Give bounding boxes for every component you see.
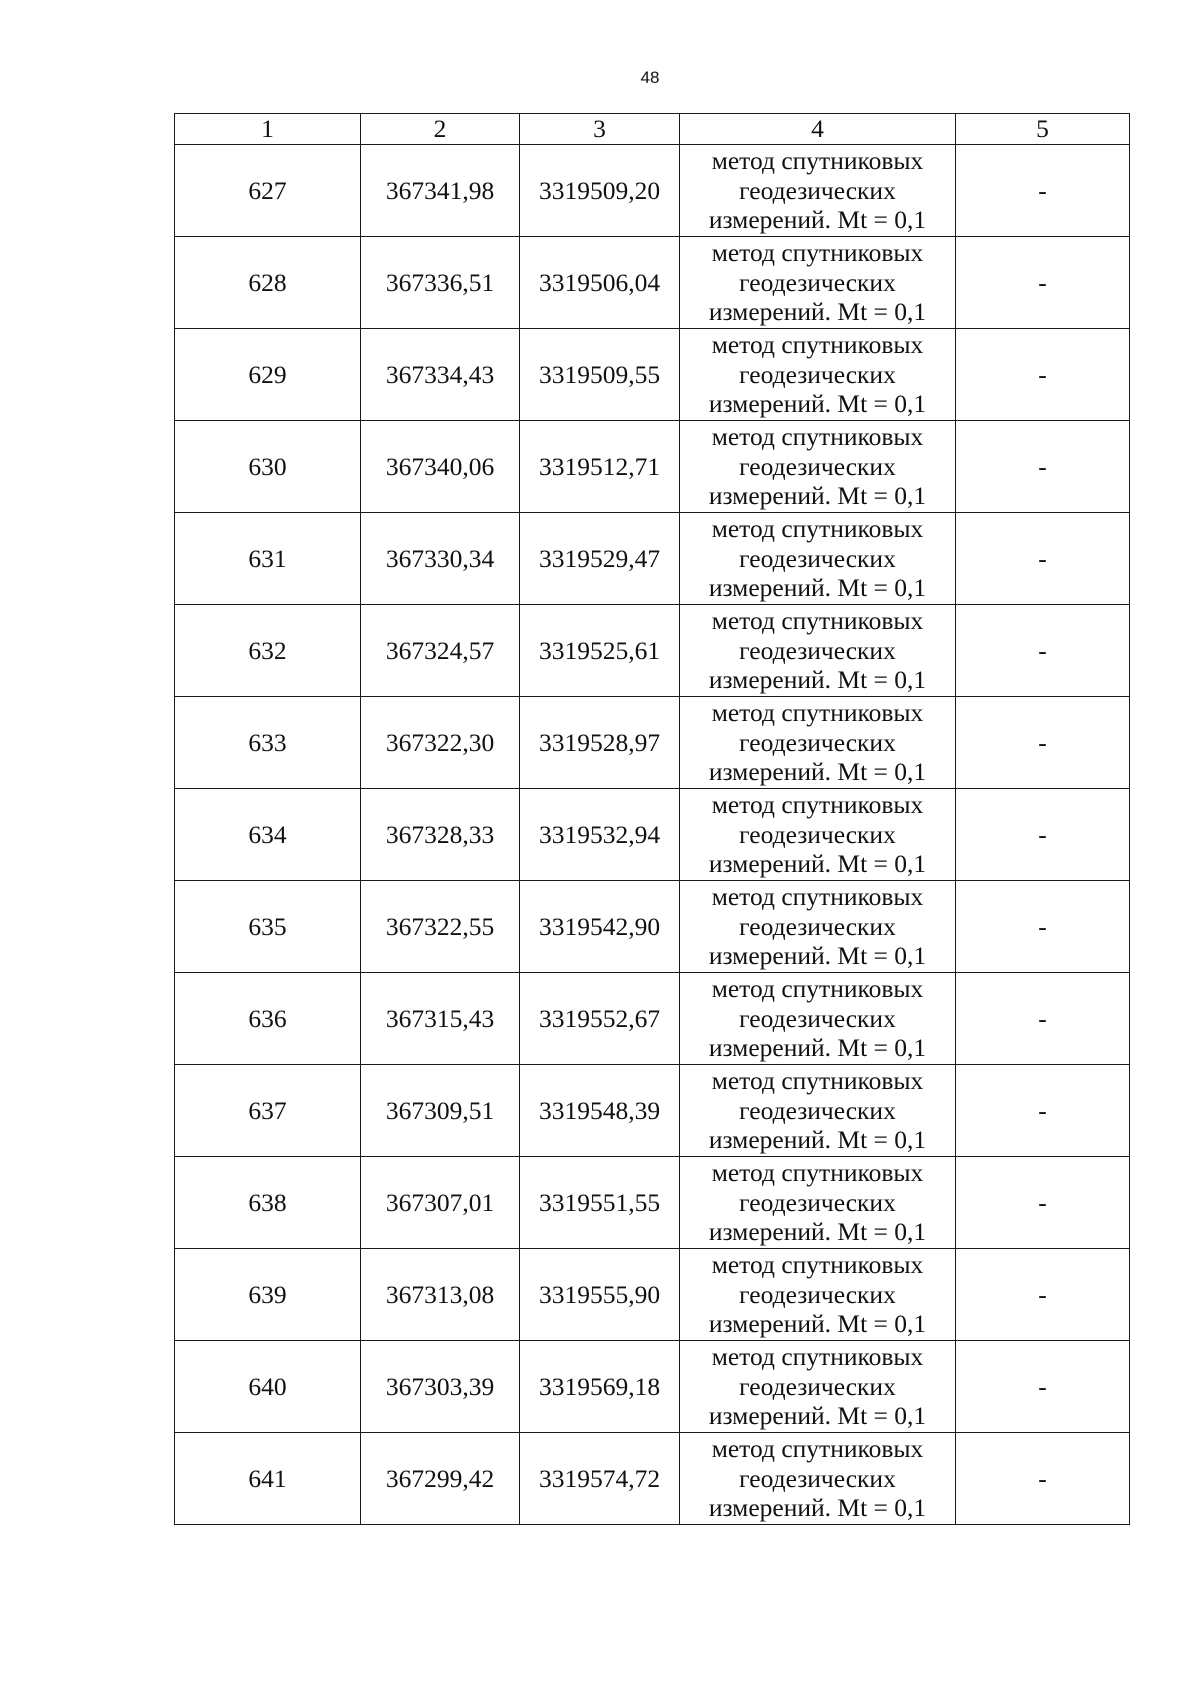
coordinate-x: 367303,39 — [361, 1341, 520, 1433]
coordinate-y: 3319509,55 — [520, 329, 680, 421]
method-line: геодезических — [739, 1095, 896, 1125]
method-line: метод спутниковых — [711, 146, 924, 176]
table-row — [175, 329, 1130, 421]
table-row — [175, 697, 1130, 789]
note-cell: - — [956, 421, 1130, 513]
note-cell: - — [956, 1157, 1130, 1249]
header-cell-2: 2 — [361, 114, 520, 145]
method-line: геодезических — [739, 175, 896, 205]
method-cell — [680, 421, 956, 513]
point-number: 636 — [175, 973, 361, 1065]
method-line: геодезических — [739, 1279, 896, 1309]
point-number: 639 — [175, 1249, 361, 1341]
method-cell — [680, 513, 956, 605]
coordinate-y: 3319555,90 — [520, 1249, 680, 1341]
note-cell: - — [956, 513, 1130, 605]
method-line: измерений. Mt = 0,1 — [708, 1125, 927, 1155]
note-cell: - — [956, 605, 1130, 697]
method-line: метод спутниковых — [711, 422, 924, 452]
method-line: измерений. Mt = 0,1 — [708, 1401, 927, 1431]
point-number: 627 — [175, 145, 361, 237]
point-number: 635 — [175, 881, 361, 973]
header-cell-5: 5 — [956, 114, 1130, 145]
method-line: геодезических — [739, 451, 896, 481]
coordinate-x: 367313,08 — [361, 1249, 520, 1341]
table-row — [175, 513, 1130, 605]
table-row — [175, 1249, 1130, 1341]
method-line: измерений. Mt = 0,1 — [708, 1493, 927, 1523]
method-line: измерений. Mt = 0,1 — [708, 665, 927, 695]
point-number: 632 — [175, 605, 361, 697]
method-line: геодезических — [739, 1187, 896, 1217]
method-line: геодезических — [739, 267, 896, 297]
method-line: геодезических — [739, 727, 896, 757]
method-line: метод спутниковых — [711, 790, 924, 820]
table-body — [175, 145, 1130, 1525]
coordinate-y: 3319506,04 — [520, 237, 680, 329]
point-number: 631 — [175, 513, 361, 605]
method-line: геодезических — [739, 635, 896, 665]
method-line: метод спутниковых — [711, 698, 924, 728]
method-line: измерений. Mt = 0,1 — [708, 1217, 927, 1247]
coordinate-y: 3319552,67 — [520, 973, 680, 1065]
note-cell: - — [956, 697, 1130, 789]
method-line: измерений. Mt = 0,1 — [708, 1309, 927, 1339]
note-cell: - — [956, 237, 1130, 329]
point-number: 640 — [175, 1341, 361, 1433]
note-cell: - — [956, 973, 1130, 1065]
point-number: 628 — [175, 237, 361, 329]
table-row — [175, 605, 1130, 697]
coordinate-y: 3319509,20 — [520, 145, 680, 237]
table-row — [175, 1433, 1130, 1525]
method-line: метод спутниковых — [711, 1342, 924, 1372]
point-number: 638 — [175, 1157, 361, 1249]
method-line: измерений. Mt = 0,1 — [708, 941, 927, 971]
table-row — [175, 145, 1130, 237]
table-row — [175, 1157, 1130, 1249]
note-cell: - — [956, 1065, 1130, 1157]
coordinate-x: 367340,06 — [361, 421, 520, 513]
coordinate-y: 3319551,55 — [520, 1157, 680, 1249]
point-number: 630 — [175, 421, 361, 513]
coordinate-y: 3319528,97 — [520, 697, 680, 789]
method-line: геодезических — [739, 819, 896, 849]
method-line: измерений. Mt = 0,1 — [708, 573, 927, 603]
method-line: измерений. Mt = 0,1 — [708, 849, 927, 879]
note-cell: - — [956, 1341, 1130, 1433]
method-cell — [680, 1249, 956, 1341]
method-line: геодезических — [739, 359, 896, 389]
point-number: 633 — [175, 697, 361, 789]
method-line: измерений. Mt = 0,1 — [708, 389, 927, 419]
table-row — [175, 421, 1130, 513]
coordinate-x: 367341,98 — [361, 145, 520, 237]
method-cell — [680, 1341, 956, 1433]
table-row — [175, 973, 1130, 1065]
coordinate-x: 367315,43 — [361, 973, 520, 1065]
table-row — [175, 1341, 1130, 1433]
header-cell-1: 1 — [175, 114, 361, 145]
table-header — [175, 114, 1130, 145]
note-cell: - — [956, 329, 1130, 421]
coordinate-x: 367324,57 — [361, 605, 520, 697]
coordinate-x: 367299,42 — [361, 1433, 520, 1525]
method-line: геодезических — [739, 1463, 896, 1493]
method-cell — [680, 605, 956, 697]
method-line: метод спутниковых — [711, 974, 924, 1004]
method-line: метод спутниковых — [711, 330, 924, 360]
coordinate-x: 367307,01 — [361, 1157, 520, 1249]
coordinate-y: 3319569,18 — [520, 1341, 680, 1433]
note-cell: - — [956, 881, 1130, 973]
coordinate-x: 367322,55 — [361, 881, 520, 973]
note-cell: - — [956, 1249, 1130, 1341]
method-line: метод спутниковых — [711, 238, 924, 268]
coordinate-y: 3319512,71 — [520, 421, 680, 513]
method-line: измерений. Mt = 0,1 — [708, 757, 927, 787]
method-cell — [680, 881, 956, 973]
method-line: метод спутниковых — [711, 1066, 924, 1096]
method-line: метод спутниковых — [711, 1434, 924, 1464]
method-line: геодезических — [739, 1003, 896, 1033]
coordinate-x: 367336,51 — [361, 237, 520, 329]
method-line: измерений. Mt = 0,1 — [708, 481, 927, 511]
coordinates-table — [174, 113, 1130, 1525]
table-row — [175, 1065, 1130, 1157]
coordinate-y: 3319525,61 — [520, 605, 680, 697]
coordinate-x: 367334,43 — [361, 329, 520, 421]
coordinate-y: 3319542,90 — [520, 881, 680, 973]
coordinate-x: 367330,34 — [361, 513, 520, 605]
header-row — [175, 114, 1130, 145]
method-cell — [680, 1065, 956, 1157]
point-number: 637 — [175, 1065, 361, 1157]
method-cell — [680, 1157, 956, 1249]
point-number: 641 — [175, 1433, 361, 1525]
method-cell — [680, 697, 956, 789]
method-cell — [680, 237, 956, 329]
table-row — [175, 237, 1130, 329]
header-cell-4: 4 — [680, 114, 956, 145]
table-row — [175, 789, 1130, 881]
method-line: метод спутниковых — [711, 606, 924, 636]
table-row — [175, 881, 1130, 973]
header-cell-3: 3 — [520, 114, 680, 145]
note-cell: - — [956, 145, 1130, 237]
method-line: измерений. Mt = 0,1 — [708, 1033, 927, 1063]
method-line: метод спутниковых — [711, 514, 924, 544]
method-cell — [680, 145, 956, 237]
note-cell: - — [956, 789, 1130, 881]
point-number: 629 — [175, 329, 361, 421]
point-number: 634 — [175, 789, 361, 881]
method-cell — [680, 973, 956, 1065]
method-cell — [680, 329, 956, 421]
coordinate-x: 367309,51 — [361, 1065, 520, 1157]
method-line: измерений. Mt = 0,1 — [708, 297, 927, 327]
coordinate-y: 3319529,47 — [520, 513, 680, 605]
method-line: геодезических — [739, 1371, 896, 1401]
coordinate-x: 367322,30 — [361, 697, 520, 789]
coordinate-x: 367328,33 — [361, 789, 520, 881]
method-line: метод спутниковых — [711, 882, 924, 912]
method-line: измерений. Mt = 0,1 — [708, 205, 927, 235]
page-number: 48 — [640, 68, 660, 87]
coordinate-y: 3319532,94 — [520, 789, 680, 881]
method-line: метод спутниковых — [711, 1158, 924, 1188]
coordinate-y: 3319548,39 — [520, 1065, 680, 1157]
method-line: геодезических — [739, 911, 896, 941]
method-line: геодезических — [739, 543, 896, 573]
method-cell — [680, 789, 956, 881]
coordinate-y: 3319574,72 — [520, 1433, 680, 1525]
method-cell — [680, 1433, 956, 1525]
method-line: метод спутниковых — [711, 1250, 924, 1280]
note-cell: - — [956, 1433, 1130, 1525]
